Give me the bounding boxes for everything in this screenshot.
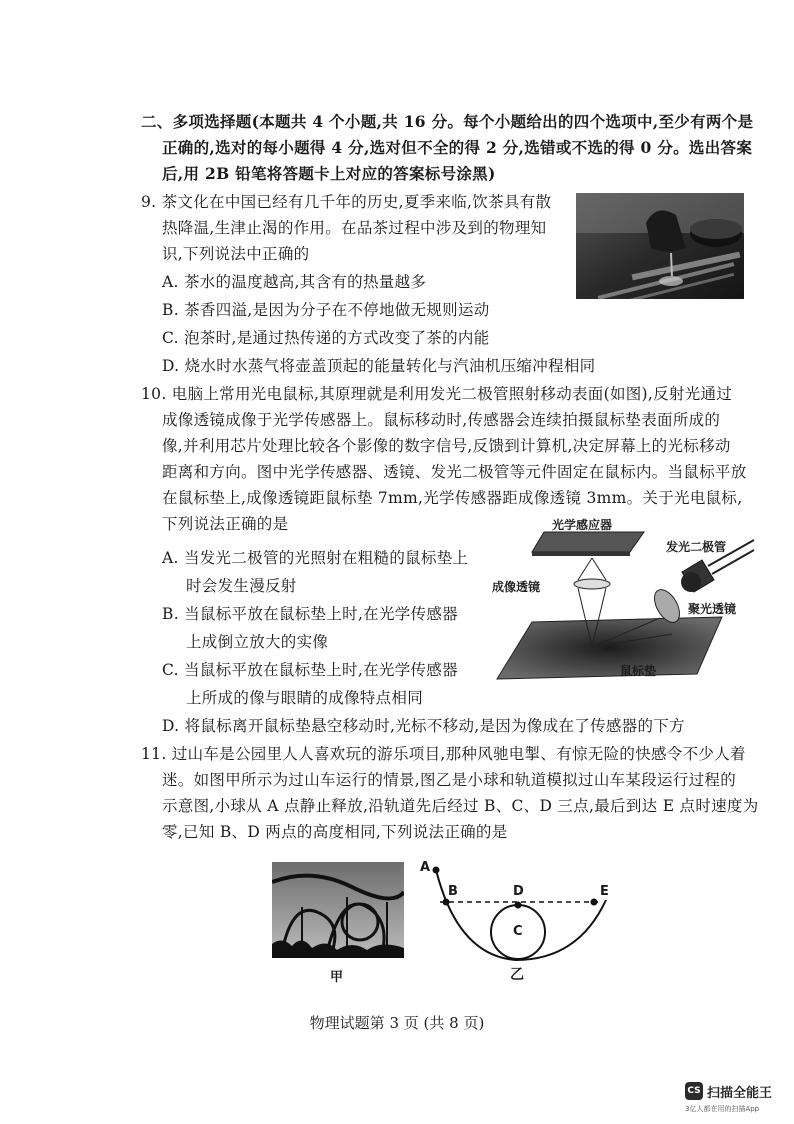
label-optical-sensor: 光学感应器 (552, 518, 613, 532)
track-diagram (418, 856, 628, 980)
tea-photo (576, 193, 744, 299)
q10-stem-line1: 10. 电脑上常用光电鼠标,其原理就是利用发光二极管照射移动表面(如图),反射光通过 (141, 385, 733, 403)
label-led: 发光二极管 (666, 540, 727, 554)
point-e-label: E (600, 884, 609, 899)
camscanner-logo-icon: CS (685, 1082, 703, 1100)
label-imaging-lens: 成像透镜 (492, 580, 541, 594)
point-a-label: A (420, 860, 431, 875)
q10-stem-line3: 像,并利用芯片处理比较各个影像的数字信号,反馈到计算机,决定屏幕上的光标移动 (162, 437, 731, 455)
q10-option-c-line1: C. 当鼠标平放在鼠标垫上时,在光学传感器 (162, 661, 458, 679)
q10-option-b-line2: 上成倒立放大的实像 (186, 633, 329, 651)
q9-option-a: A. 茶水的温度越高,其含有的热量越多 (162, 273, 427, 291)
q9-option-c: C. 泡茶时,是通过热传递的方式改变了茶的内能 (162, 329, 490, 347)
optical-mouse-figure (492, 518, 762, 702)
q10-stem-line4: 距离和方向。图中光学传感器、透镜、发光二极管等元件固定在鼠标内。当鼠标平放 (162, 463, 747, 481)
q9-stem-line2: 热降温,生津止渴的作用。在品茶过程中涉及到的物理知 (162, 219, 547, 237)
q11-stem-line1: 11. 过山车是公园里人人喜欢玩的游乐项目,那种风驰电掣、有惊无险的快感令不少人着 (141, 745, 746, 763)
q10-stem-line6: 下列说法正确的是 (162, 515, 289, 533)
point-b-label: B (448, 884, 458, 899)
point-c-label: C (513, 924, 523, 939)
q10-stem-line5: 在鼠标垫上,成像透镜距鼠标垫 7mm,光学传感器距成像透镜 3mm。关于光电鼠标, (162, 489, 743, 507)
track-diagram-figure (418, 856, 628, 983)
q11-stem-line2: 迷。如图甲所示为过山车运行的情景,图乙是小球和轨道模拟过山车某段运行过程的 (162, 771, 737, 789)
caption-jia: 甲 (330, 970, 344, 985)
label-condenser-lens: 聚光透镜 (688, 602, 737, 616)
section-heading-line2: 正确的,选对的每小题得 4 分,选对但不全的得 2 分,选错或不选的得 0 分。选出答案 (162, 138, 753, 157)
q11-stem-line4: 零,已知 B、D 两点的高度相同,下列说法正确的是 (162, 823, 508, 841)
q9-stem-line3: 识,下列说法中正确的 (162, 245, 310, 263)
q10-option-c-line2: 上所成的像与眼睛的成像特点相同 (186, 689, 424, 707)
point-d-label: D (513, 884, 524, 899)
q9-option-b: B. 茶香四溢,是因为分子在不停地做无规则运动 (162, 301, 490, 319)
q10-option-d: D. 将鼠标离开鼠标垫悬空移动时,光标不移动,是因为像成在了传感器的下方 (162, 717, 685, 735)
q9-option-d: D. 烧水时水蒸气将壶盖顶起的能量转化与汽油机压缩冲程相同 (162, 357, 596, 375)
section-heading-line1: 二、多项选择题(本题共 4 个小题,共 16 分。每个小题给出的四个选项中,至少有两个是 (141, 112, 754, 131)
roller-coaster-photo (272, 862, 404, 958)
caption-yi: 乙 (510, 967, 524, 983)
section-heading-line3: 后,用 2B 铅笔将答题卡上对应的答案标号涂黑) (162, 164, 496, 183)
q10-option-b-line1: B. 当鼠标平放在鼠标垫上时,在光学传感器 (162, 605, 458, 623)
q10-option-a-line1: A. 当发光二极管的光照射在粗糙的鼠标垫上 (162, 549, 469, 567)
label-mouse-pad: 鼠标垫 (620, 664, 657, 678)
camscanner-tagline: 3亿人都在用的扫描App (685, 1105, 760, 1113)
q10-option-a-line2: 时会发生漫反射 (186, 577, 297, 595)
camscanner-name: 扫描全能王 (707, 1086, 773, 1101)
q9-stem-line1: 9. 茶文化在中国已经有几千年的历史,夏季来临,饮茶具有散 (141, 193, 552, 211)
page-footer: 物理试题第 3 页 (共 8 页) (309, 1014, 485, 1032)
q11-stem-line3: 示意图,小球从 A 点静止释放,沿轨道先后经过 B、C、D 三点,最后到达 E 点时速度为 (162, 797, 759, 815)
q10-stem-line2: 成像透镜成像于光学传感器上。鼠标移动时,传感器会连续拍摄鼠标垫表面所成的 (162, 411, 721, 429)
